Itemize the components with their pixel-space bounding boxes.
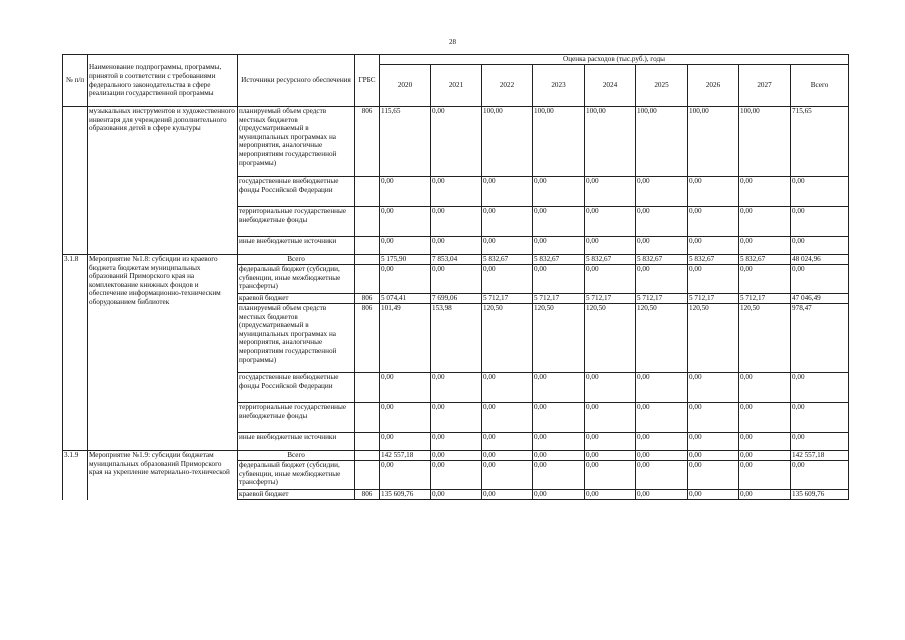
amount-cell: 0,00: [482, 207, 533, 237]
grbs-code: 806: [355, 304, 380, 373]
header-no: № п/п: [63, 55, 88, 107]
amount-cell: 0,00: [791, 177, 849, 207]
amount-cell: 5 832,67: [688, 255, 739, 265]
amount-cell: 0,00: [739, 403, 791, 433]
amount-cell: 5 712,17: [482, 294, 533, 304]
amount-cell: 0,00: [585, 373, 636, 403]
header-name: Наименование подпрограммы, программы, принятой в соответствии с требованиями федерального законодательства в сфере реализации государственной программы: [88, 55, 238, 107]
amount-cell: 5 832,67: [482, 255, 533, 265]
amount-cell: 0,00: [688, 265, 739, 294]
header-year: 2024: [585, 65, 636, 107]
amount-cell: 0,00: [636, 461, 688, 490]
amount-cell: 0,00: [739, 451, 791, 461]
header-grbs: ГРБС: [355, 55, 380, 107]
amount-cell: 100,00: [533, 107, 585, 177]
funding-source: государственные внебюджетные фонды Российской Федерации: [238, 373, 355, 403]
header-year: 2025: [636, 65, 688, 107]
header-year: 2026: [688, 65, 739, 107]
header-year: 2022: [482, 65, 533, 107]
amount-cell: 5 175,90: [380, 255, 431, 265]
amount-cell: 0,00: [380, 207, 431, 237]
amount-cell: 0,00: [585, 433, 636, 451]
amount-cell: 0,00: [533, 373, 585, 403]
amount-cell: 7 853,04: [431, 255, 482, 265]
amount-cell: 0,00: [688, 451, 739, 461]
amount-cell: 120,50: [533, 304, 585, 373]
amount-cell: 0,00: [482, 490, 533, 500]
table-header: [63, 55, 849, 107]
item-name: Мероприятие №1.9: субсидии бюджетам муниципальных образований Приморского края на укрепление материально-технической: [88, 451, 238, 500]
funding-source: краевой бюджет: [238, 294, 355, 304]
funding-source: иные внебюджетные источники: [238, 237, 355, 255]
funding-source: планируемый объем средств местных бюджетов (предусматриваемый в муниципальных программах на мероприятия, аналогичные мероприятиям государственной программы): [238, 304, 355, 373]
amount-cell: 0,00: [431, 207, 482, 237]
amount-cell: 0,00: [380, 461, 431, 490]
amount-cell: 0,00: [791, 237, 849, 255]
amount-cell: 0,00: [636, 265, 688, 294]
amount-cell: 0,00: [431, 107, 482, 177]
amount-cell: 0,00: [431, 451, 482, 461]
grbs-code: [355, 433, 380, 451]
amount-cell: 135 609,76: [791, 490, 849, 500]
funding-source: федеральный бюджет (субсидии, субвенции, иные межбюджетные трансферты): [238, 461, 355, 490]
amount-cell: 0,00: [431, 490, 482, 500]
amount-cell: 153,98: [431, 304, 482, 373]
amount-cell: 0,00: [482, 265, 533, 294]
amount-cell: 7 699,06: [431, 294, 482, 304]
amount-cell: 0,00: [482, 403, 533, 433]
amount-cell: 0,00: [482, 373, 533, 403]
amount-cell: 0,00: [533, 177, 585, 207]
grbs-code: 806: [355, 294, 380, 304]
amount-cell: 5 712,17: [585, 294, 636, 304]
amount-cell: 100,00: [585, 107, 636, 177]
amount-cell: 0,00: [380, 433, 431, 451]
grbs-code: 806: [355, 490, 380, 500]
header-year: 2020: [380, 65, 431, 107]
amount-cell: 0,00: [636, 403, 688, 433]
grbs-code: [355, 177, 380, 207]
amount-cell: 0,00: [739, 265, 791, 294]
amount-cell: 0,00: [791, 461, 849, 490]
amount-cell: 101,49: [380, 304, 431, 373]
grbs-code: [355, 237, 380, 255]
amount-cell: 0,00: [739, 490, 791, 500]
amount-cell: 5 832,67: [585, 255, 636, 265]
item-number: 3.1.9: [63, 451, 88, 500]
funding-source: территориальные государственные внебюджетные фонды: [238, 207, 355, 237]
amount-cell: 0,00: [739, 207, 791, 237]
amount-cell: 0,00: [431, 237, 482, 255]
funding-source: Всего: [238, 451, 355, 461]
amount-cell: 100,00: [482, 107, 533, 177]
amount-cell: 5 832,67: [533, 255, 585, 265]
amount-cell: 0,00: [533, 265, 585, 294]
amount-cell: 0,00: [739, 237, 791, 255]
amount-cell: 142 557,18: [791, 451, 849, 461]
amount-cell: 0,00: [636, 490, 688, 500]
amount-cell: 0,00: [533, 461, 585, 490]
amount-cell: 0,00: [739, 373, 791, 403]
funding-source: иные внебюджетные источники: [238, 433, 355, 451]
amount-cell: 0,00: [533, 207, 585, 237]
header-year: 2027: [739, 65, 791, 107]
page-number: 28: [449, 38, 456, 46]
amount-cell: 0,00: [585, 237, 636, 255]
grbs-code: [355, 403, 380, 433]
grbs-code: [355, 207, 380, 237]
header-year: Всего: [791, 65, 849, 107]
amount-cell: 715,65: [791, 107, 849, 177]
amount-cell: 5 832,67: [636, 255, 688, 265]
grbs-code: [355, 461, 380, 490]
funding-source: планируемый объем средств местных бюджетов (предусматриваемый в муниципальных программах на мероприятия, аналогичные мероприятиям государственной программы): [238, 107, 355, 177]
grbs-code: [355, 255, 380, 265]
amount-cell: 0,00: [380, 265, 431, 294]
amount-cell: 115,65: [380, 107, 431, 177]
amount-cell: 0,00: [431, 461, 482, 490]
table-row: [63, 107, 849, 177]
amount-cell: 0,00: [585, 177, 636, 207]
amount-cell: 0,00: [482, 451, 533, 461]
amount-cell: 0,00: [585, 451, 636, 461]
amount-cell: 0,00: [636, 207, 688, 237]
amount-cell: 0,00: [533, 490, 585, 500]
amount-cell: 0,00: [585, 207, 636, 237]
grbs-code: [355, 451, 380, 461]
funding-source: федеральный бюджет (субсидии, субвенции, иные межбюджетные трансферты): [238, 265, 355, 294]
amount-cell: 0,00: [688, 177, 739, 207]
amount-cell: 0,00: [791, 207, 849, 237]
amount-cell: 0,00: [791, 265, 849, 294]
amount-cell: 100,00: [636, 107, 688, 177]
amount-cell: 0,00: [688, 433, 739, 451]
amount-cell: 978,47: [791, 304, 849, 373]
amount-cell: 0,00: [688, 403, 739, 433]
amount-cell: 0,00: [688, 237, 739, 255]
amount-cell: 0,00: [636, 433, 688, 451]
amount-cell: 0,00: [636, 177, 688, 207]
amount-cell: 5 712,17: [688, 294, 739, 304]
amount-cell: 5 832,67: [739, 255, 791, 265]
amount-cell: 0,00: [585, 461, 636, 490]
grbs-code: 806: [355, 107, 380, 177]
amount-cell: 0,00: [636, 451, 688, 461]
amount-cell: 0,00: [380, 237, 431, 255]
amount-cell: 120,50: [688, 304, 739, 373]
amount-cell: 0,00: [380, 403, 431, 433]
amount-cell: 0,00: [791, 373, 849, 403]
amount-cell: 0,00: [533, 451, 585, 461]
amount-cell: 0,00: [380, 373, 431, 403]
budget-table: [62, 54, 849, 500]
item-number: 3.1.8: [63, 255, 88, 451]
amount-cell: 120,50: [585, 304, 636, 373]
amount-cell: 0,00: [688, 207, 739, 237]
amount-cell: 0,00: [739, 433, 791, 451]
amount-cell: 0,00: [688, 490, 739, 500]
amount-cell: 48 024,96: [791, 255, 849, 265]
amount-cell: 0,00: [636, 237, 688, 255]
grbs-code: [355, 265, 380, 294]
amount-cell: 5 712,17: [636, 294, 688, 304]
table-row: [63, 451, 849, 461]
funding-source: краевой бюджет: [238, 490, 355, 500]
amount-cell: 0,00: [533, 433, 585, 451]
amount-cell: 47 046,49: [791, 294, 849, 304]
amount-cell: 0,00: [431, 433, 482, 451]
amount-cell: 0,00: [688, 461, 739, 490]
amount-cell: 0,00: [482, 461, 533, 490]
item-name: музыкальных инструментов и художественного инвентаря для учреждений дополнительного образования детей в сфере культуры: [88, 107, 238, 255]
header-year: 2023: [533, 65, 585, 107]
header-estimate: Оценка расходов (тыс.руб.), годы: [380, 55, 849, 65]
table-row: [63, 255, 849, 265]
amount-cell: 0,00: [482, 433, 533, 451]
amount-cell: 100,00: [688, 107, 739, 177]
amount-cell: 0,00: [431, 265, 482, 294]
amount-cell: 0,00: [739, 461, 791, 490]
funding-source: государственные внебюджетные фонды Российской Федерации: [238, 177, 355, 207]
amount-cell: 120,50: [482, 304, 533, 373]
amount-cell: 0,00: [482, 177, 533, 207]
amount-cell: 0,00: [380, 177, 431, 207]
amount-cell: 0,00: [791, 433, 849, 451]
amount-cell: 0,00: [688, 373, 739, 403]
amount-cell: 135 609,76: [380, 490, 431, 500]
amount-cell: 120,50: [636, 304, 688, 373]
amount-cell: 5 712,17: [533, 294, 585, 304]
amount-cell: 0,00: [431, 177, 482, 207]
amount-cell: 0,00: [585, 490, 636, 500]
amount-cell: 0,00: [739, 177, 791, 207]
amount-cell: 5 074,41: [380, 294, 431, 304]
funding-source: территориальные государственные внебюджетные фонды: [238, 403, 355, 433]
amount-cell: 0,00: [533, 403, 585, 433]
amount-cell: 120,50: [739, 304, 791, 373]
amount-cell: 0,00: [533, 237, 585, 255]
amount-cell: 0,00: [431, 403, 482, 433]
amount-cell: 0,00: [585, 403, 636, 433]
grbs-code: [355, 373, 380, 403]
amount-cell: 0,00: [431, 373, 482, 403]
funding-source: Всего: [238, 255, 355, 265]
header-source: Источники ресурсного обеспечения: [238, 55, 355, 107]
amount-cell: 5 712,17: [739, 294, 791, 304]
amount-cell: 0,00: [636, 373, 688, 403]
header-year: 2021: [431, 65, 482, 107]
item-number: [63, 107, 88, 255]
item-name: Мероприятие №1.8: субсидии из краевого бюджета бюджетам муниципальных образований Приморского края на комплектование книжных фондов и обеспечение информационно-техническим оборудованием библиотек: [88, 255, 238, 451]
amount-cell: 100,00: [739, 107, 791, 177]
amount-cell: 0,00: [482, 237, 533, 255]
amount-cell: 142 557,18: [380, 451, 431, 461]
amount-cell: 0,00: [585, 265, 636, 294]
amount-cell: 0,00: [791, 403, 849, 433]
